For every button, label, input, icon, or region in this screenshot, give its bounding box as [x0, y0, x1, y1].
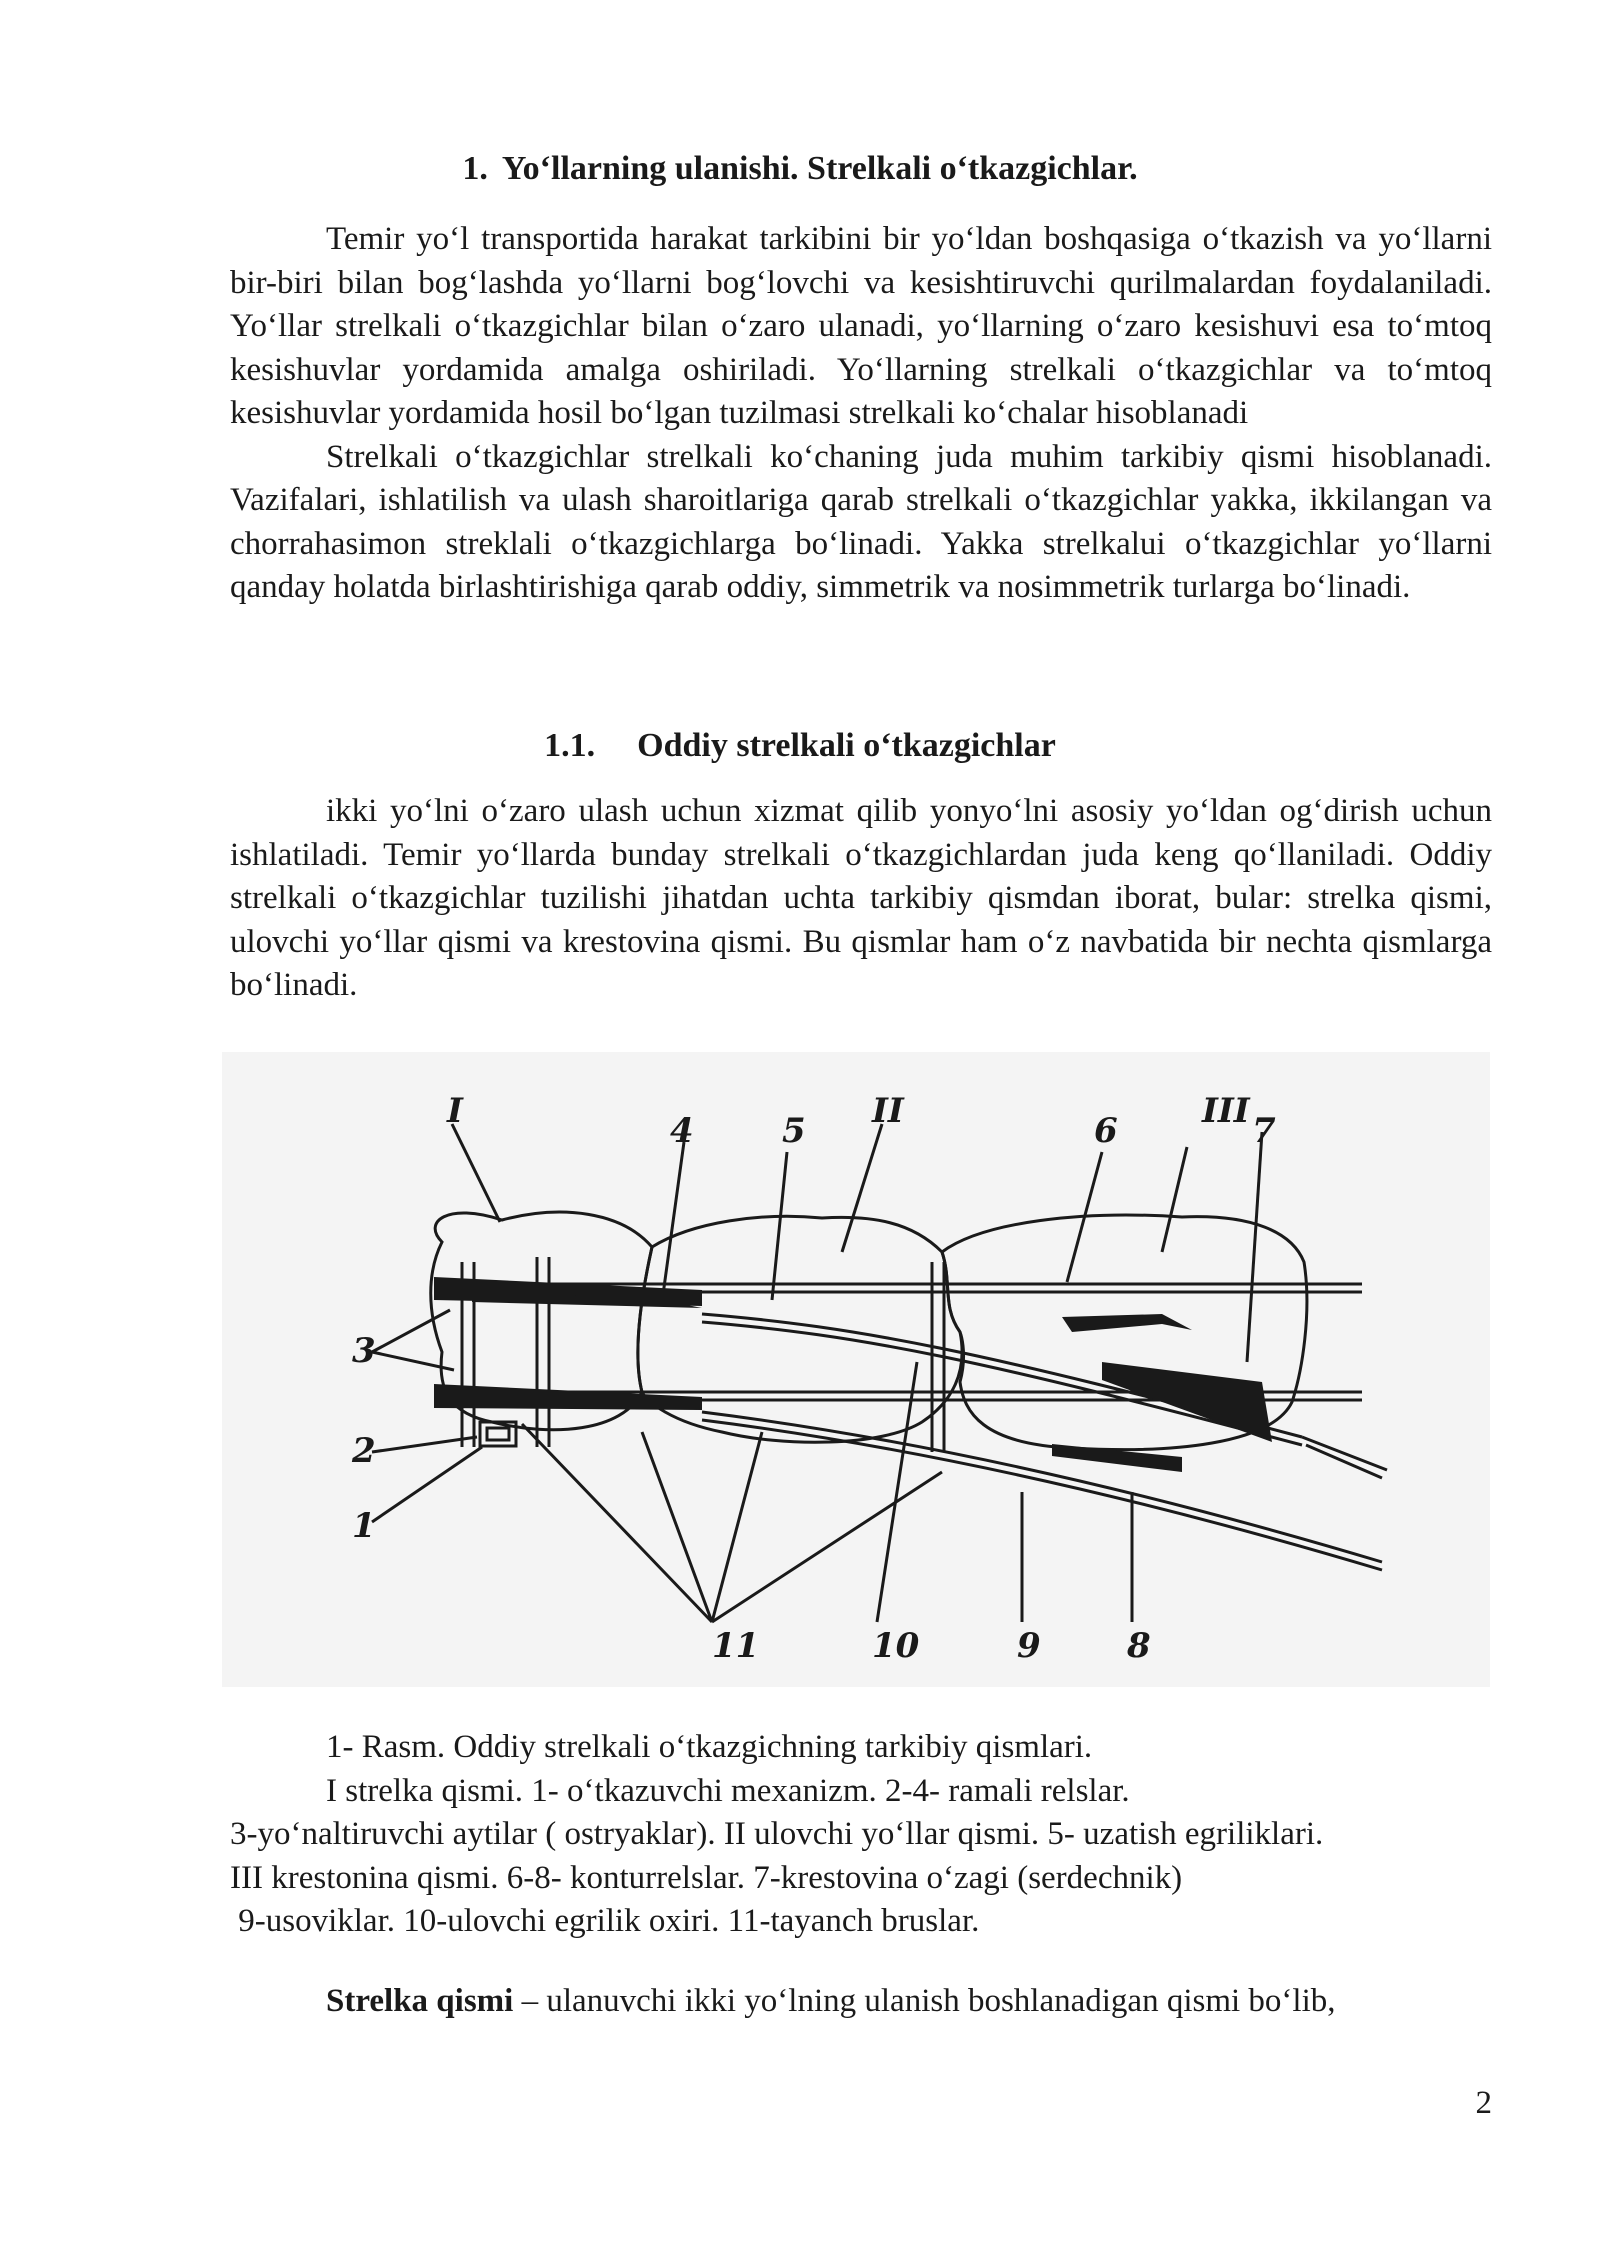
label-II: II [872, 1091, 904, 1131]
subsection-heading [0, 727, 1600, 765]
caption-line-3: 3-yo‘naltiruvchi aytilar ( ostryaklar). II ulovchi yo‘llar qismi. 5- uzatish egriliklari. [230, 1816, 1324, 1852]
label-9: 9 [1017, 1626, 1041, 1666]
paragraph-2: Strelkali o‘tkazgichlar strelkali ko‘chaning juda muhim tarkibiy qismi hisoblanadi. Vazifalari, ishlatilish va ulash sharoitlariga qarab strelkali o‘tkazgichlar yakka, ikkilangan va chorrahasimon streklali o‘tkazgichlarga bo‘linadi. Yakka strelkalui o‘tkazgichlar yo‘llarni qanday holatda birlashtirishiga qarab oddiy, simmetrik va nosimmetrik turlarga bo‘linadi. [230, 438, 1492, 605]
last-paragraph-text: – ulanuvchi ikki yo‘lning ulanish boshlanadigan qismi bo‘lib, [513, 1983, 1336, 2019]
frog-7 [1102, 1362, 1272, 1442]
paragraph-1: Temir yo‘l transportida harakat tarkibini bir yo‘ldan boshqasiga o‘tkazish va yo‘llarni bir-biri bilan bog‘lashda yo‘llarni bog‘lovchi va kesishtiruvchi qurilmalardan foydalaniladi. Yo‘llar strelkali o‘tkazgichlar bilan o‘zaro ulanadi, yo‘llarning o‘zaro kesishuvi esa to‘mtoq kesishuvlar yordamida amalga oshiriladi. Yo‘llarning strelkali o‘tkazgichlar va to‘mtoq kesishuvlar yordamida hosil bo‘lgan tuzilmasi strelkali ko‘chalar hisoblanadi [230, 221, 1492, 431]
label-4: 4 [670, 1111, 694, 1151]
section-number: 1. [462, 150, 488, 187]
caption-line-2: I strelka qismi. 1- o‘tkazuvchi mexanizm. 2-4- ramali relslar. [326, 1772, 1130, 1809]
label-2: 2 [352, 1431, 376, 1471]
label-7: 7 [1252, 1111, 1276, 1151]
label-11: 11 [712, 1626, 760, 1666]
caption-line-4: III krestonina qismi. 6-8- konturrelslar. 7-krestovina o‘zagi (serdechnik) [230, 1859, 1183, 1896]
label-I: I [447, 1091, 463, 1131]
page-number: 2 [1475, 2085, 1492, 2121]
subsection-text [230, 790, 1492, 1008]
label-8: 8 [1127, 1626, 1151, 1666]
caption-line-5: 9-usoviklar. 10-ulovchi egrilik oxiri. 11-tayanch bruslar. [230, 1903, 980, 1939]
wing-rail-6 [1062, 1314, 1192, 1332]
label-5: 5 [782, 1111, 806, 1151]
stock-rail-lower [434, 1384, 702, 1410]
subsection-title: Oddiy strelkali o‘tkazgichlar [637, 727, 1056, 764]
label-6: 6 [1094, 1111, 1118, 1151]
label-3: 3 [352, 1331, 376, 1371]
term-strelka-qismi: Strelka qismi [326, 1983, 514, 2019]
label-10: 10 [872, 1626, 920, 1666]
section-title: Yo‘llarning ulanishi. Strelkali o‘tkazgichlar. [501, 150, 1138, 187]
label-III: III [1202, 1091, 1250, 1131]
subsection-number: 1.1. [544, 727, 596, 764]
label-1: 1 [352, 1506, 376, 1546]
last-paragraph [230, 1980, 1492, 2024]
intro-text [230, 218, 1492, 610]
switch-diagram [222, 1052, 1490, 1687]
figure-caption [230, 1726, 1530, 1944]
section-heading [0, 150, 1600, 188]
switch-diagram-figure [222, 1052, 1490, 1687]
paragraph-3: ikki yo‘lni o‘zaro ulash uchun xizmat qilib yonyo‘lni asosiy yo‘ldan og‘dirish uchun ishlatiladi. Temir yo‘llarda bunday strelkali o‘tkazgichlardan juda keng qo‘llaniladi. Oddiy strelkali o‘tkazgichlar tuzilishi jihatdan uchta tarkibiy qismdan iborat, bular: strelka qismi, ulovchi yo‘llar qismi va krestovina qismi. Bu qismlar ham o‘z navbatida bir nechta qismlarga bo‘linadi. [230, 793, 1492, 1003]
caption-line-1: 1- Rasm. Oddiy strelkali o‘tkazgichning tarkibiy qismlari. [326, 1729, 1093, 1765]
